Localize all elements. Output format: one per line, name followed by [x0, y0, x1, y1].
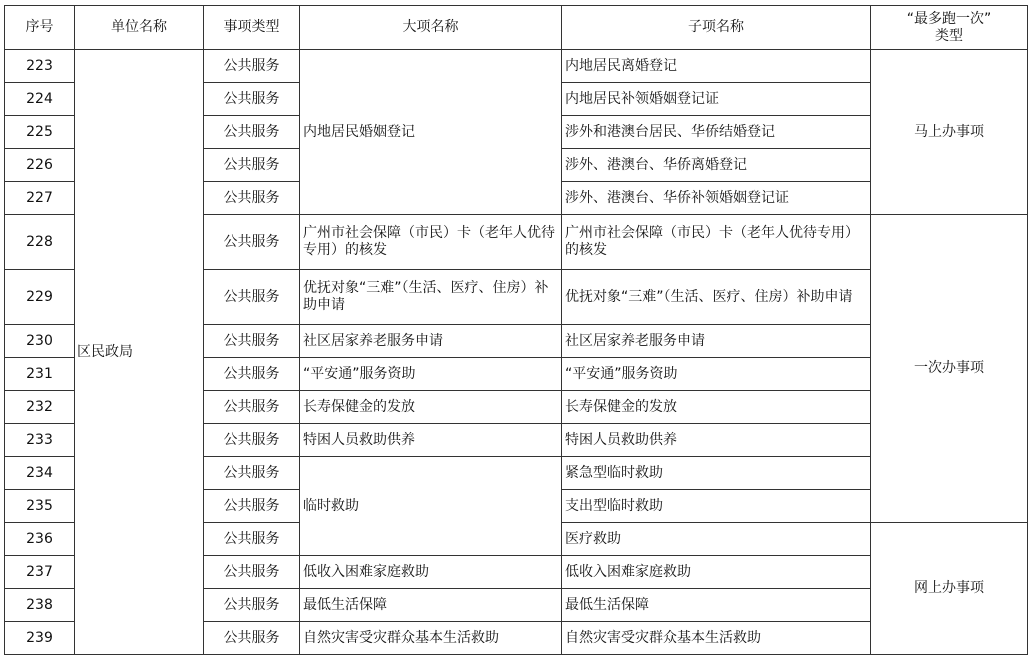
row-number: 225 [5, 116, 75, 149]
sub-item-name: “平安通”服务资助 [562, 358, 871, 391]
row-number: 231 [5, 358, 75, 391]
sub-item-name: 涉外、港澳台、华侨离婚登记 [562, 149, 871, 182]
table-row [5, 50, 1028, 83]
sub-item-name: 紧急型临时救助 [562, 457, 871, 490]
item-type: 公共服务 [204, 556, 300, 589]
item-type: 公共服务 [204, 358, 300, 391]
row-number: 239 [5, 622, 75, 655]
major-item-name: 临时救助 [300, 457, 562, 556]
item-type: 公共服务 [204, 83, 300, 116]
sub-item-name: 涉外、港澳台、华侨补领婚姻登记证 [562, 182, 871, 215]
major-item-name: 优抚对象“三难”（生活、医疗、住房）补助申请 [300, 270, 562, 325]
header-type: 事项类型 [204, 6, 300, 50]
sub-item-name: 医疗救助 [562, 523, 871, 556]
major-item-name: 长寿保健金的发放 [300, 391, 562, 424]
row-number: 236 [5, 523, 75, 556]
row-number: 235 [5, 490, 75, 523]
unit-name: 区民政局 [75, 50, 204, 655]
sub-item-name: 优抚对象“三难”（生活、医疗、住房）补助申请 [562, 270, 871, 325]
item-type: 公共服务 [204, 457, 300, 490]
sub-item-name: 内地居民补领婚姻登记证 [562, 83, 871, 116]
row-number: 223 [5, 50, 75, 83]
header-run-type-line1: “最多跑一次” [906, 10, 992, 27]
sub-item-name: 自然灾害受灾群众基本生活救助 [562, 622, 871, 655]
header-seq: 序号 [5, 6, 75, 50]
header-sub: 子项名称 [562, 6, 871, 50]
row-number: 233 [5, 424, 75, 457]
item-type: 公共服务 [204, 490, 300, 523]
item-type: 公共服务 [204, 622, 300, 655]
major-item-name: 低收入困难家庭救助 [300, 556, 562, 589]
row-number: 237 [5, 556, 75, 589]
run-type: 一次办事项 [871, 215, 1028, 523]
sub-item-name: 长寿保健金的发放 [562, 391, 871, 424]
sub-item-name: 低收入困难家庭救助 [562, 556, 871, 589]
item-type: 公共服务 [204, 523, 300, 556]
item-type: 公共服务 [204, 325, 300, 358]
row-number: 229 [5, 270, 75, 325]
row-number: 224 [5, 83, 75, 116]
header-run-type-line2: 类型 [935, 27, 963, 44]
major-item-name: “平安通”服务资助 [300, 358, 562, 391]
sub-item-name: 最低生活保障 [562, 589, 871, 622]
header-run-type [871, 6, 1028, 50]
row-number: 230 [5, 325, 75, 358]
header-row [5, 6, 1028, 50]
item-type: 公共服务 [204, 116, 300, 149]
major-item-name: 内地居民婚姻登记 [300, 50, 562, 215]
major-item-name: 特困人员救助供养 [300, 424, 562, 457]
row-number: 232 [5, 391, 75, 424]
row-number: 234 [5, 457, 75, 490]
item-type: 公共服务 [204, 149, 300, 182]
item-type: 公共服务 [204, 182, 300, 215]
sub-item-name: 特困人员救助供养 [562, 424, 871, 457]
row-number: 227 [5, 182, 75, 215]
service-items-table [4, 5, 1028, 655]
item-type: 公共服务 [204, 391, 300, 424]
item-type: 公共服务 [204, 270, 300, 325]
item-type: 公共服务 [204, 424, 300, 457]
item-type: 公共服务 [204, 50, 300, 83]
major-item-name: 最低生活保障 [300, 589, 562, 622]
sub-item-name: 支出型临时救助 [562, 490, 871, 523]
row-number: 238 [5, 589, 75, 622]
sub-item-name: 内地居民离婚登记 [562, 50, 871, 83]
run-type: 网上办事项 [871, 523, 1028, 655]
row-number: 228 [5, 215, 75, 270]
major-item-name: 广州市社会保障（市民）卡（老年人优待专用）的核发 [300, 215, 562, 270]
major-item-name: 社区居家养老服务申请 [300, 325, 562, 358]
sub-item-name: 涉外和港澳台居民、华侨结婚登记 [562, 116, 871, 149]
item-type: 公共服务 [204, 215, 300, 270]
sub-item-name: 社区居家养老服务申请 [562, 325, 871, 358]
major-item-name: 自然灾害受灾群众基本生活救助 [300, 622, 562, 655]
row-number: 226 [5, 149, 75, 182]
run-type: 马上办事项 [871, 50, 1028, 215]
header-major: 大项名称 [300, 6, 562, 50]
item-type: 公共服务 [204, 589, 300, 622]
header-unit: 单位名称 [75, 6, 204, 50]
sub-item-name: 广州市社会保障（市民）卡（老年人优待专用）的核发 [562, 215, 871, 270]
